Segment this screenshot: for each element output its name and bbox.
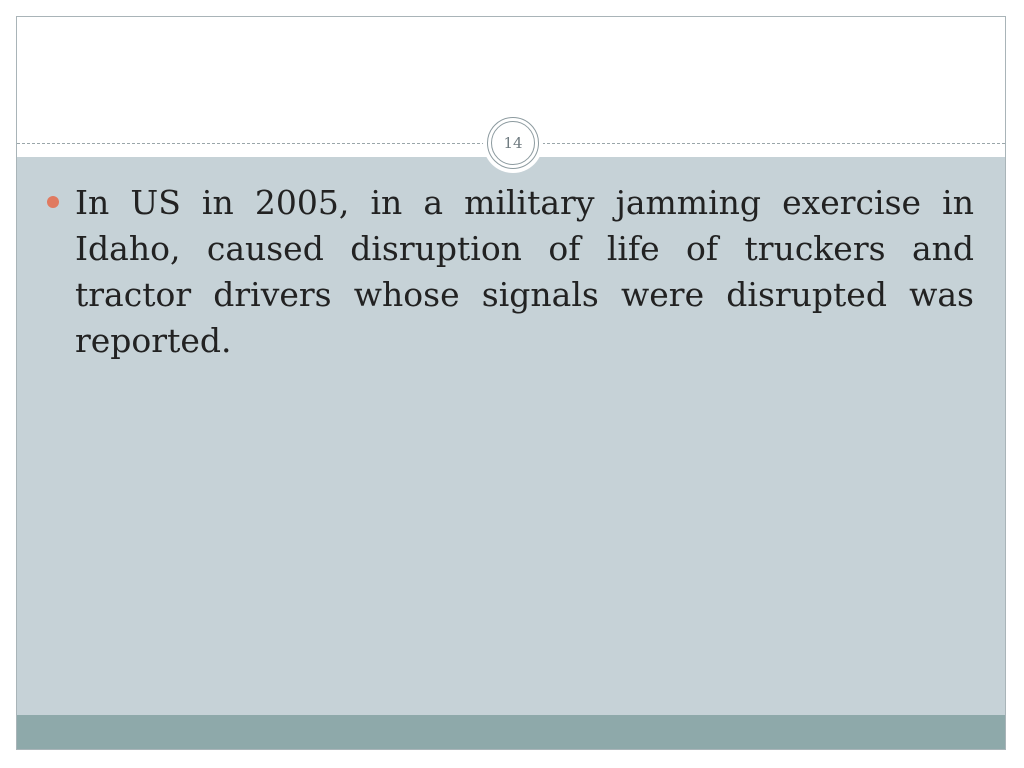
bullet-dot-icon	[47, 196, 59, 208]
page-number-badge	[487, 117, 539, 169]
footer-band	[17, 715, 1005, 750]
slide-content	[17, 180, 1005, 364]
bullet-text: In US in 2005, in a military jamming exercise in Idaho, caused disruption of life of truckers and tractor drivers whose signals were disrupted was reported.	[75, 183, 974, 360]
slide	[16, 16, 1006, 750]
page-number: 14	[491, 121, 535, 165]
bullet-item	[17, 180, 1005, 364]
